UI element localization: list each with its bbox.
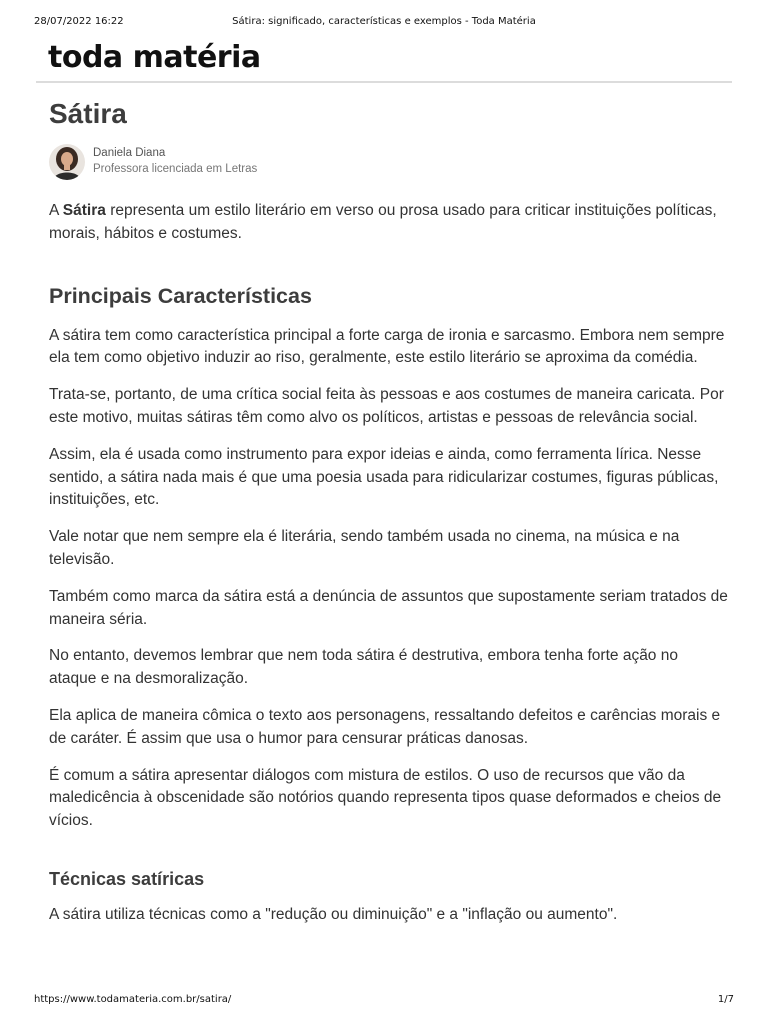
site-logo[interactable]: toda matéria xyxy=(48,40,261,75)
section-heading-tecnicas: Técnicas satíricas xyxy=(49,868,205,889)
paragraph: Também como marca da sátira está a denúncia de assuntos que supostamente seriam tratados de maneira séria. xyxy=(49,587,728,628)
author-role: Professora licenciada em Letras xyxy=(93,163,258,175)
paragraph: É comum a sátira apresentar diálogos com mistura de estilos. O uso de recursos que vão da maledicência à obscenidade são notórios quando representa tipos quase deformados e cheios de vícios. xyxy=(49,766,722,830)
print-url: https://www.todamateria.com.br/satira/ xyxy=(34,994,232,1005)
print-date: 28/07/2022 16:22 xyxy=(34,16,124,27)
paragraph: A sátira utiliza técnicas como a "redução ou diminuição" e a "inflação ou aumento". xyxy=(49,905,618,923)
page-title: Sátira xyxy=(49,98,127,129)
paragraph: Vale notar que nem sempre ela é literária, sendo também usada no cinema, na música e na televisão. xyxy=(49,528,680,568)
paragraph: No entanto, devemos lembrar que nem toda sátira é destrutiva, embora tenha forte ação no ataque e na desmoralização. xyxy=(49,647,678,688)
print-footer xyxy=(34,994,734,1008)
paragraph: Ela aplica de maneira cômica o texto aos personagens, ressaltando defeitos e carências morais e de caráter. É assim que usa o humor para censurar práticas danosas. xyxy=(49,706,721,747)
paragraph: Trata-se, portanto, de uma crítica social feita às pessoas e aos costumes de maneira caricata. Por este motivo, muitas sátiras têm como alvo os políticos, artistas e pessoas de relevância social. xyxy=(49,386,724,426)
article-body xyxy=(49,200,729,927)
paragraph: A sátira tem como característica principal a forte carga de ironia e sarcasmo. Embora nem sempre ela tem como objetivo induzir ao riso, geralmente, este estilo literário se aproxima da comédia. xyxy=(49,326,725,367)
print-header xyxy=(34,16,734,30)
paragraph: Assim, ela é usada como instrumento para expor ideias e ainda, como ferramenta lírica. Nesse sentido, a sátira nada mais é que uma poesia usada para ridicularizar costumes, figuras públicas, instituições, etc. xyxy=(49,445,719,509)
print-page-title: Sátira: significado, características e exemplos - Toda Matéria xyxy=(232,16,536,27)
intro-paragraph: A Sátira representa um estilo literário em verso ou prosa usado para criticar instituições políticas, morais, hábitos e costumes. xyxy=(49,202,717,242)
author-name[interactable]: Daniela Diana xyxy=(93,147,166,159)
intro-bold-term: Sátira xyxy=(62,202,106,219)
section-heading-caracteristicas: Principais Características xyxy=(49,283,312,308)
page-number: 1/7 xyxy=(717,994,734,1005)
header-divider xyxy=(36,81,732,83)
author-avatar[interactable] xyxy=(49,144,85,180)
